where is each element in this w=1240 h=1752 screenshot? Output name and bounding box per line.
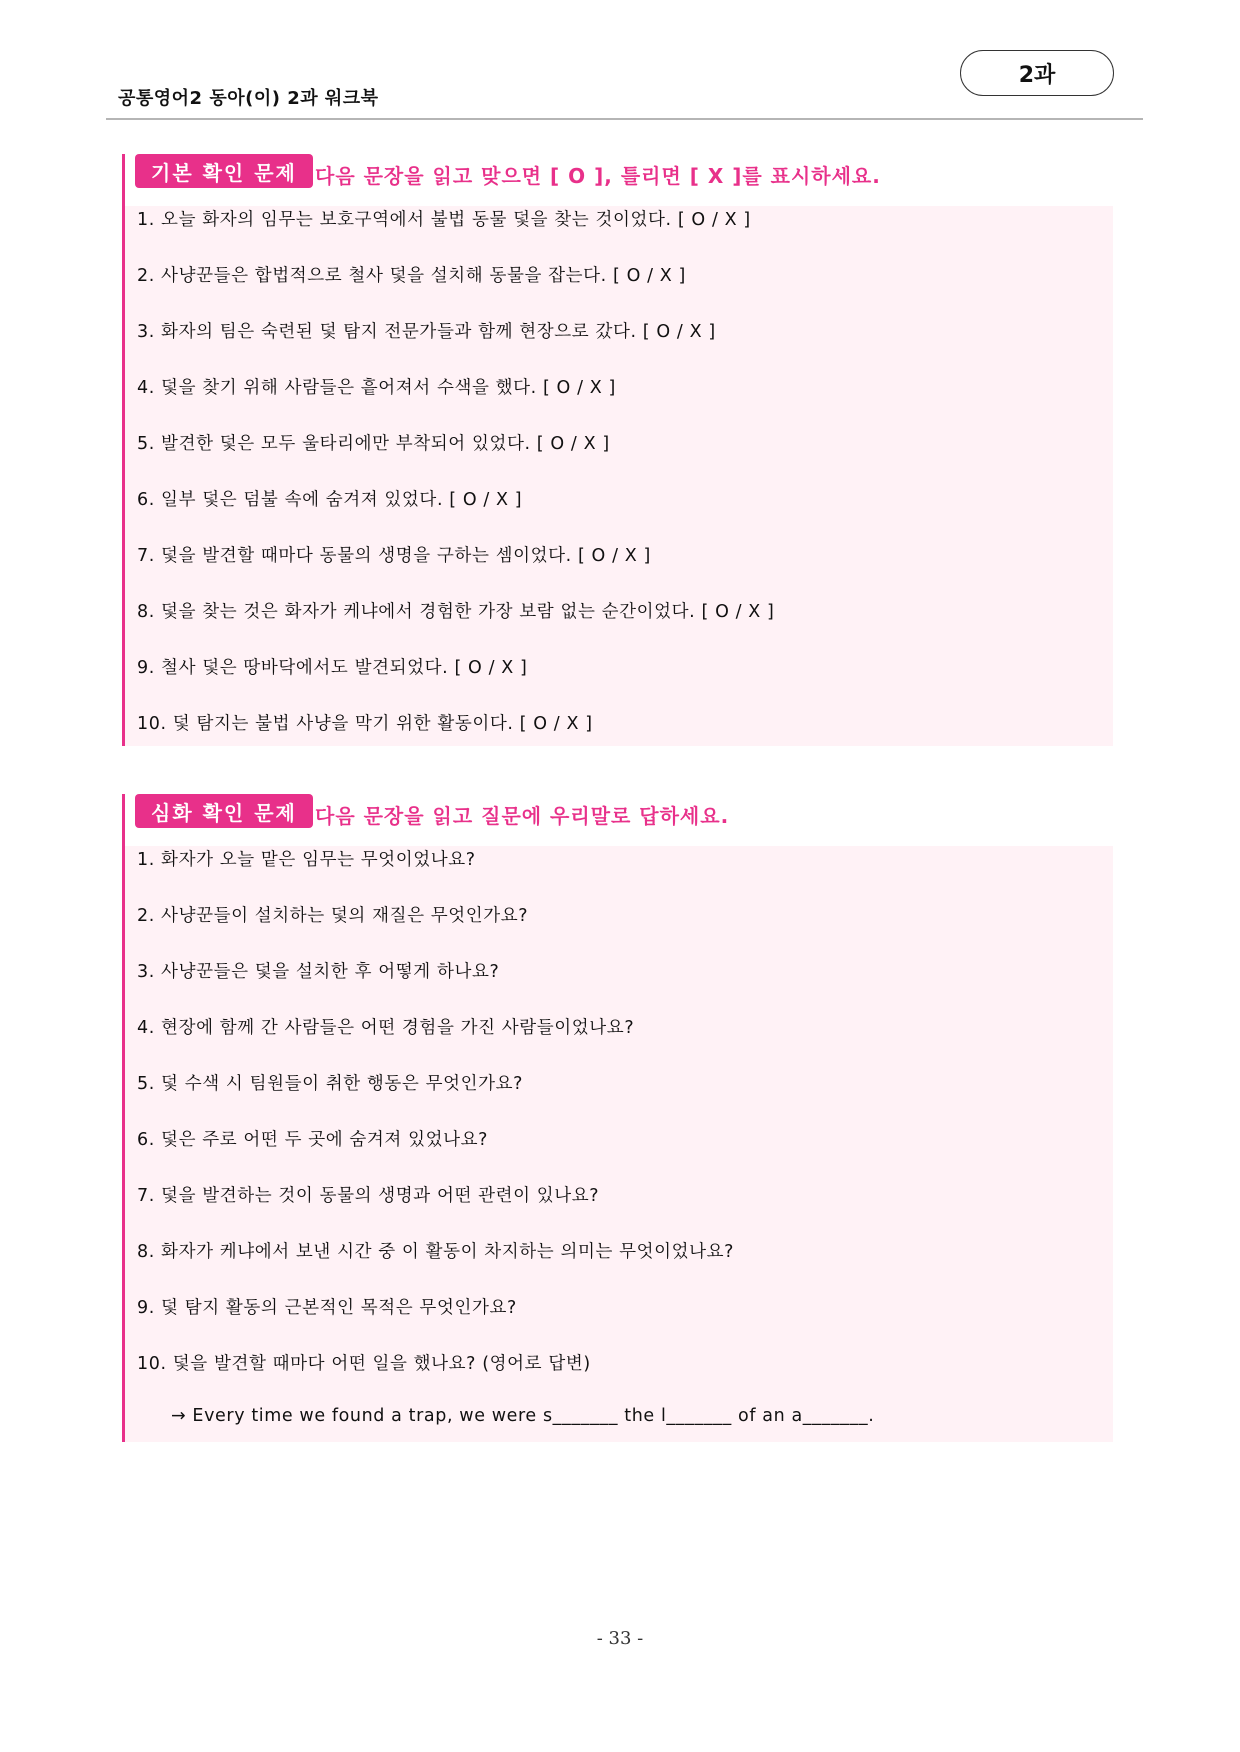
question-item: 7. 덫을 발견하는 것이 동물의 생명과 어떤 관련이 있나요? — [137, 1186, 600, 1206]
section-header — [125, 794, 1113, 846]
question-item: 8. 덫을 찾는 것은 화자가 케냐에서 경험한 가장 보람 없는 순간이었다. [ O / X ] — [137, 602, 775, 622]
question-item: 4. 현장에 함께 간 사람들은 어떤 경험을 가진 사람들이었나요? — [137, 1018, 635, 1038]
question-item: 9. 덫 탐지 활동의 근본적인 목적은 무엇인가요? — [137, 1298, 517, 1318]
section-header — [125, 154, 1113, 206]
section-instruction: 다음 문장을 읽고 질문에 우리말로 답하세요. — [315, 804, 730, 828]
question-item: 10. 덫 탐지는 불법 사냥을 막기 위한 활동이다. [ O / X ] — [137, 714, 593, 734]
question-item: 6. 덫은 주로 어떤 두 곳에 숨겨져 있었나요? — [137, 1130, 489, 1150]
question-item: 6. 일부 덫은 덤불 속에 숨겨져 있었다. [ O / X ] — [137, 490, 523, 510]
question-item: 3. 사냥꾼들은 덫을 설치한 후 어떻게 하나요? — [137, 962, 500, 982]
question-item: 1. 오늘 화자의 임무는 보호구역에서 불법 동물 덫을 찾는 것이었다. [ O / X ] — [137, 210, 751, 230]
question-item: 10. 덫을 발견할 때마다 어떤 일을 했나요? (영어로 답변) — [137, 1354, 591, 1374]
fill-in-answer-line: → Every time we found a trap, we were s_______ the l_______ of an a_______. — [171, 1406, 875, 1426]
question-item: 1. 화자가 오늘 맡은 임무는 무엇이었나요? — [137, 850, 476, 870]
advanced-quiz-section — [122, 794, 1113, 1442]
section-badge: 기본 확인 문제 — [135, 154, 313, 188]
question-item: 9. 철사 덫은 땅바닥에서도 발견되었다. [ O / X ] — [137, 658, 528, 678]
document-title: 공통영어2 동아(이) 2과 워크북 — [118, 88, 379, 109]
question-item: 8. 화자가 케냐에서 보낸 시간 중 이 활동이 차지하는 의미는 무엇이었나요? — [137, 1242, 735, 1262]
question-item: 5. 덫 수색 시 팀원들이 취한 행동은 무엇인가요? — [137, 1074, 524, 1094]
question-item: 5. 발견한 덫은 모두 울타리에만 부착되어 있었다. [ O / X ] — [137, 434, 610, 454]
question-list — [125, 846, 1113, 1442]
question-item: 3. 화자의 팀은 숙련된 덫 탐지 전문가들과 함께 현장으로 갔다. [ O / X ] — [137, 322, 716, 342]
question-item: 4. 덫을 찾기 위해 사람들은 흩어져서 수색을 했다. [ O / X ] — [137, 378, 616, 398]
question-list — [125, 206, 1113, 746]
basic-quiz-section — [122, 154, 1113, 746]
header-divider — [106, 118, 1143, 120]
question-item: 2. 사냥꾼들이 설치하는 덫의 재질은 무엇인가요? — [137, 906, 529, 926]
question-item: 2. 사냥꾼들은 합법적으로 철사 덫을 설치해 동물을 잡는다. [ O / X ] — [137, 266, 686, 286]
question-item: 7. 덫을 발견할 때마다 동물의 생명을 구하는 셈이었다. [ O / X ] — [137, 546, 651, 566]
lesson-badge: 2과 — [960, 50, 1114, 96]
section-instruction: 다음 문장을 읽고 맞으면 [ O ], 틀리면 [ X ]를 표시하세요. — [315, 164, 881, 188]
page-number: - 33 - — [596, 1628, 644, 1649]
section-badge: 심화 확인 문제 — [135, 794, 313, 828]
